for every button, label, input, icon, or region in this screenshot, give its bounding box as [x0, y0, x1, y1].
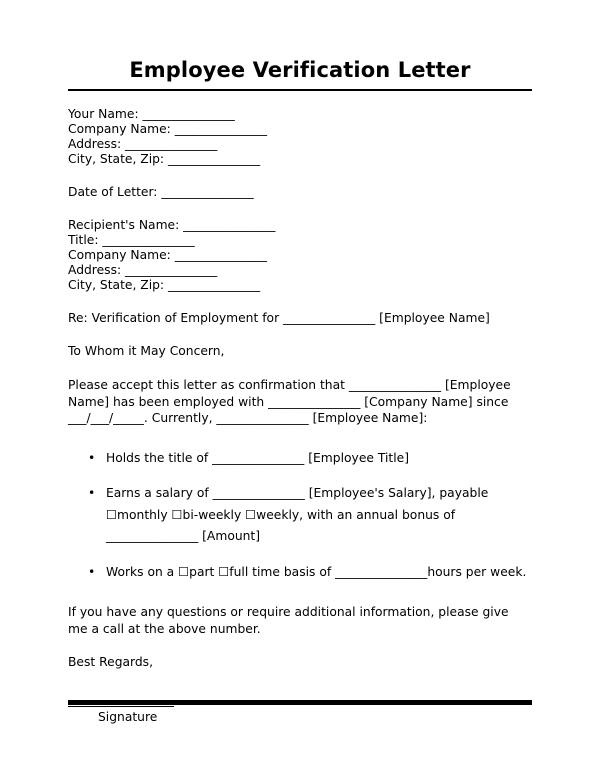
date-of-letter-line: Date of Letter: _______________ [68, 185, 254, 200]
spacer [68, 293, 532, 311]
letter-body [68, 58, 532, 725]
list-item [68, 483, 530, 548]
sender-city-state-zip-line: City, State, Zip: _______________ [68, 152, 261, 167]
list-item-text: Holds the title of _______________ [Employee Title] [106, 450, 410, 465]
footer-divider [68, 700, 532, 705]
body-paragraph: Please accept this letter as confirmation that _______________ [Employee Name] has been employed with _______________ [Company Name] since ___/___/_____. Currently, _______________ [Employee Name]: [68, 378, 511, 426]
sender-company-line: Company Name: _______________ [68, 122, 267, 137]
recipient-company-line: Company Name: _______________ [68, 248, 267, 263]
sender-name-line: Your Name: _______________ [68, 107, 235, 122]
spacer [68, 167, 532, 185]
list-item [68, 562, 530, 584]
spacer [68, 326, 532, 344]
sign-off: Best Regards, [68, 655, 153, 670]
recipient-city-state-zip-line: City, State, Zip: _______________ [68, 278, 261, 293]
spacer [68, 359, 532, 377]
employment-details-list [68, 448, 532, 584]
signature-label: Signature [98, 710, 158, 725]
signature-line [68, 706, 174, 707]
spacer [68, 637, 532, 655]
subject-line: Re: Verification of Employment for _______________ [Employee Name] [68, 311, 490, 326]
list-item-text: Earns a salary of _______________ [Employee's Salary], payable ☐monthly ☐bi-weekly ☐weekly, with an annual bonus of _______________ [Amount] [106, 486, 489, 544]
page-title: Employee Verification Letter [129, 58, 471, 82]
sender-address-line: Address: _______________ [68, 137, 218, 152]
closing-paragraph: If you have any questions or require additional information, please give me a call at the above number. [68, 605, 509, 636]
spacer [68, 200, 532, 218]
recipient-address-line: Address: _______________ [68, 263, 218, 278]
spacer [68, 427, 532, 448]
bullet-icon: • [88, 450, 96, 465]
recipient-title-line: Title: _______________ [68, 233, 195, 248]
spacer [68, 583, 532, 604]
recipient-name-line: Recipient's Name: _______________ [68, 218, 276, 233]
list-item-text: Works on a ☐part ☐full time basis of _______________hours per week. [106, 564, 527, 579]
spacer [68, 670, 532, 691]
sender-block [68, 107, 532, 167]
bullet-icon: • [88, 564, 96, 579]
list-item [68, 448, 530, 470]
bullet-icon: • [88, 486, 96, 501]
recipient-block [68, 218, 532, 293]
title-divider [68, 89, 532, 91]
salutation: To Whom it May Concern, [68, 344, 225, 359]
